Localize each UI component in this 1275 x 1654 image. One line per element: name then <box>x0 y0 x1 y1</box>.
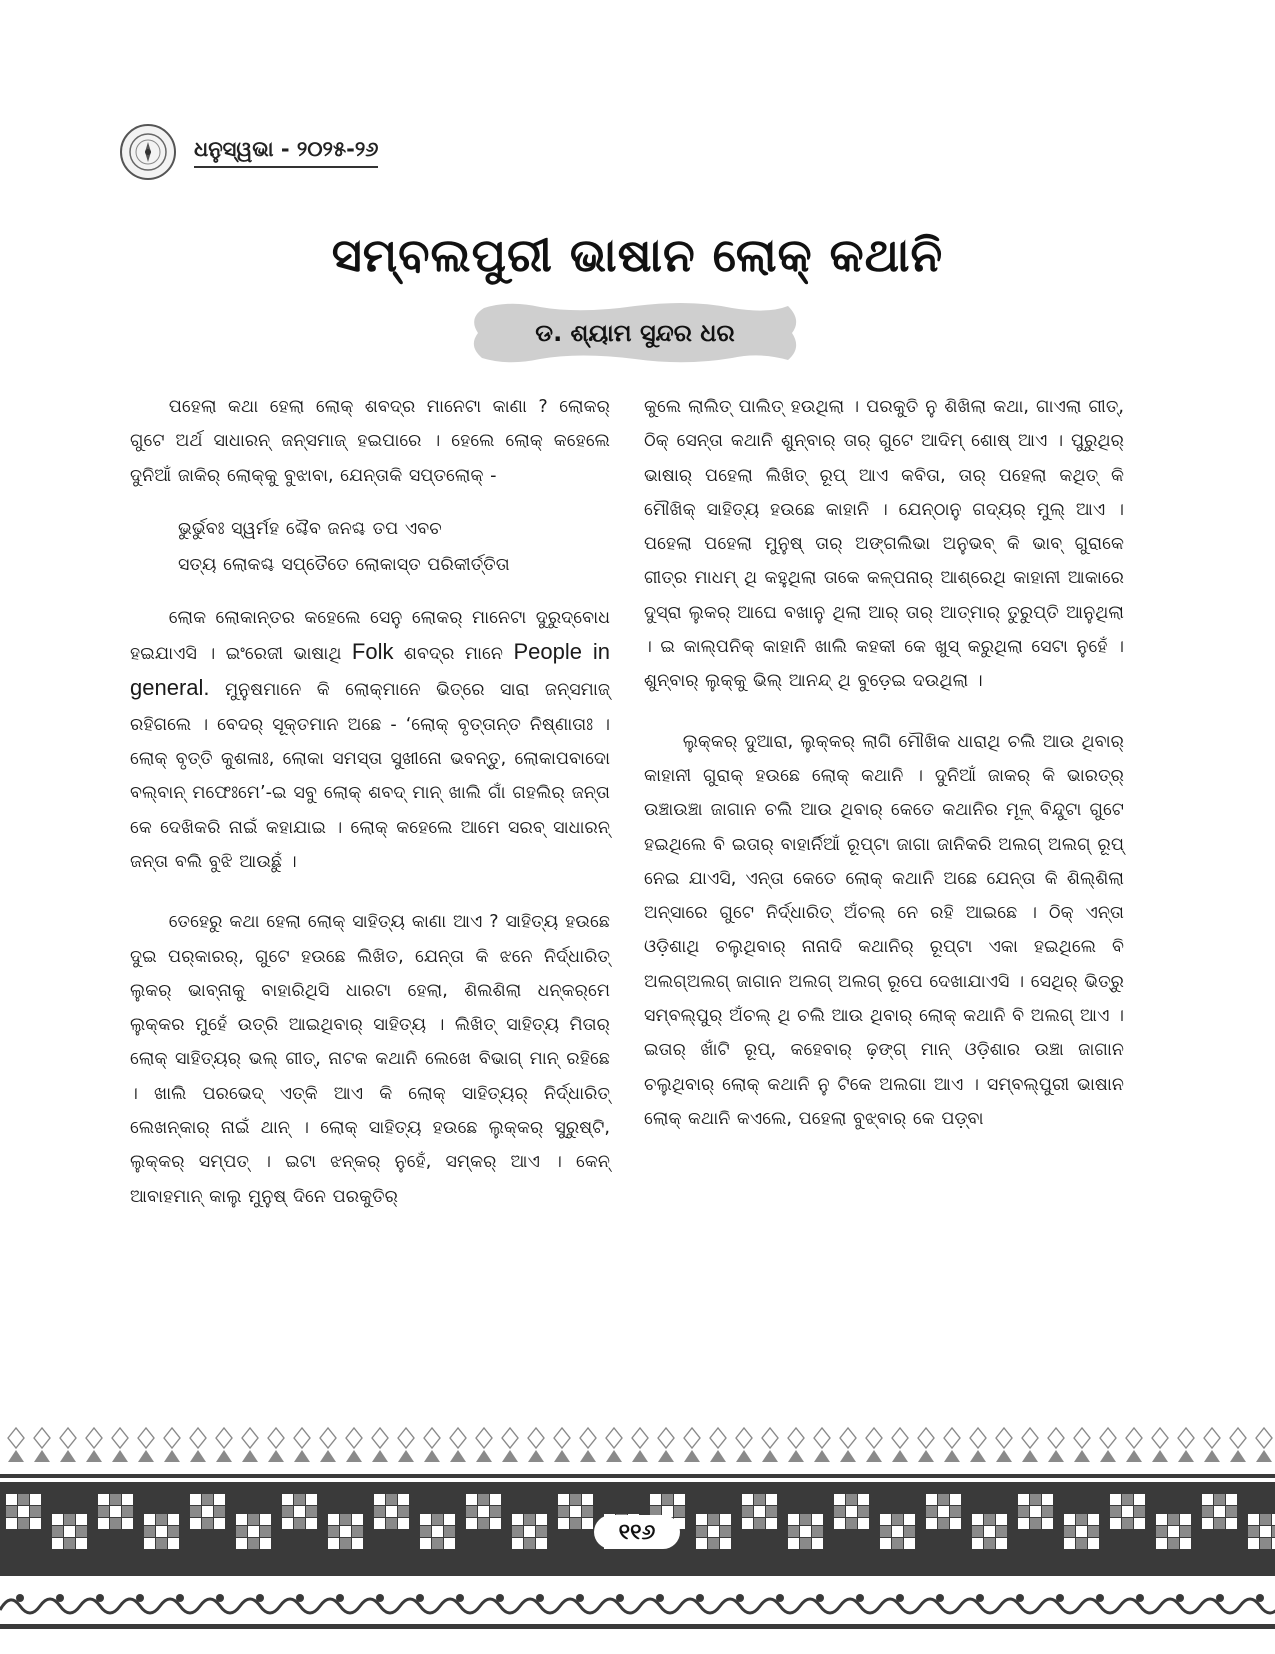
verse-line: ସତ୍ୟ ଲୋକଶ୍ଚ ସପ୍ତୈତେ ଲୋକାସ୍ତ ପରିକୀର୍ତ୍ତିତା <box>178 554 510 575</box>
checker-tile <box>1202 1494 1237 1529</box>
checker-tile <box>98 1494 133 1529</box>
running-title: ଧନୁସ୍ୱଭା - ୨୦୨୫-୨୬ <box>194 137 378 168</box>
author-banner <box>470 300 800 366</box>
left-column <box>130 390 610 1214</box>
checker-tile <box>144 1514 179 1549</box>
checker-tile <box>880 1514 915 1549</box>
checker-tile <box>512 1514 547 1549</box>
checker-tile <box>558 1494 593 1529</box>
checker-tile <box>834 1494 869 1529</box>
checker-tile <box>696 1514 731 1549</box>
checker-tile <box>52 1514 87 1549</box>
checker-tile <box>1156 1514 1191 1549</box>
paragraph-text: ଲୋକ ଲୋକାନ୍ତର କହେଲେ ସେନୁ ଲୋକର୍ ମାନେଟା ଦୁରୁଦ୍‌ବୋଧ ହଇଯାଏସି । ଇଂରେଜୀ ଭାଷାଥି <box>130 607 610 665</box>
paragraph: ଲୁକ୍‌କର୍ ଦୁଆରା, ଲୁକ୍‌କର୍ ଲାଗି ମୌଖିକ ଧାରାଥି ଚଲି ଆଉ ଥିବାର୍ କାହାନୀ ଗୁରାକ୍ ହଉଛେ ଲୋକ୍ କଥାନି । ଦୁନିଆଁ ଜାକର୍ କି ଭାରତ୍‌ର୍ ଉଞ୍ଚାଉଞ୍ଚା ଜାଗାନ ଚଲି ଆଉ ଥିବାର୍ କେତେ କଥାନିର ମୂଳ୍ ବିନ୍ଦୁଟା ଗୁଟେ ହଇଥିଲେ ବି ଇତାର୍ ବାହାର୍ନିଆଁ ରୂପ୍‌ଟା ଜାଗା ଜାନିକରି ଅଲଗ୍ ଅଲଗ୍ ରୂପ୍ ନେଇ ଯାଏସି, ଏନ୍ତା କେତେ ଲୋକ୍ କଥାନି ଅଛେ ଯେନ୍ତା କି ଶିଲ୍‌ଶିଲା ଅନ୍‌ସାରେ ଗୁଟେ ନିର୍ଦ୍ଧାରିତ୍ ଅଁଚଲ୍ ନେ ରହି ଆଇଛେ । ଠିକ୍ ଏନ୍ତା ଓଡ଼ିଶାଥି ଚଲୁଥିବାର୍ ନାନାଦି କଥାନିର୍ ରୂପ୍‌ଟା ଏକା ହଇଥିଲେ ବି ଅଲଗ୍‌ଅଲଗ୍ ଜାଗାନ ଅଲଗ୍ ଅଲଗ୍ ରୂପେ ଦେଖାଯାଏସି । ସେଥିର୍ ଭିତ୍ରୁ ସମ୍ବଲ୍‌ପୁର୍ ଅଁଚଲ୍ ଥି ଚଲି ଆଉ ଥିବାର୍ ଲୋକ୍ କଥାନି ବି ଅଲଗ୍ ଆଏ । ଇତାର୍ ଖାଁଟି ରୂପ୍, କହେବାର୍ ଢ଼ଙ୍ଗ୍ ମାନ୍ ଓଡ଼ିଶାର ଉଞ୍ଚା ଜାଗାନ ଚଲୁଥିବାର୍ ଲୋକ୍ କଥାନି ନୁ ଟିକେ ଅଲଗା ଆଏ । ସମ୍ବଲ୍‌ପୁରୀ ଭାଷାନ ଲୋକ୍ କଥାନି କଏଲେ, ପହେଲା ବୁଝ୍‌ବାର୍ କେ ପଡ଼୍‌ବା <box>644 731 1124 1129</box>
checker-tile <box>420 1514 455 1549</box>
article-title: ସମ୍ବଲପୁରୀ ଭାଷାନ ଲୋକ୍ କଥାନି <box>331 228 944 282</box>
checker-tile <box>742 1494 777 1529</box>
paragraph <box>130 601 610 879</box>
checker-tile <box>1248 1514 1275 1549</box>
checker-tile <box>190 1494 225 1529</box>
checker-tile <box>788 1514 823 1549</box>
paragraph-text: ମୁନୁଷମାନେ କି ଲୋକ୍‌ମାନେ ଭିତ୍ରେ ସାରା ଜନ୍‌ସମାଜ୍ ରହିଗଲେ । ବେଦର୍ ସୂକ୍ତମାନ ଅଛେ - ‘ଲୋକ୍ ବୃତ୍ତାନ୍ତ ନିଷ୍ଣାତାଃ । ଲୋକ୍ ବୃତ୍ତି କୁଶଳାଃ, ଲୋକା ସମସ୍ତା ସୁଖୀନୋ ଭବନ୍ତୁ, ଲୋକାପବାଦୋ ବଲ୍‌ବାନ୍ ମଫେଃମେ’-ଇ ସବୁ ଲୋକ୍ ଶବଦ୍ ମାନ୍ ଖାଲି ଗାଁ ଗହଲିର୍ ଜନ୍ତା କେ ଦେଖିକରି ନାଇଁ କହାଯାଇ । ଲୋକ୍ କହେଲେ ଆମେ ସରବ୍ ସାଧାରନ୍ ଜନ୍ତା ବଲି ବୁଝି ଆଉଛୁଁ । <box>130 680 611 872</box>
english-term: People in general. <box>130 639 611 701</box>
checker-tile <box>6 1494 41 1529</box>
page-header <box>120 122 378 182</box>
checker-tile <box>236 1514 271 1549</box>
verse-line: ଭୁର୍ଭୁବଃ ସ୍ୱର୍ମହ ଶ୍ଚୈବ ଜନଶ୍ଚ ତପ ଏବଚ <box>178 518 442 539</box>
checker-tile <box>374 1494 409 1529</box>
english-term: Folk <box>351 639 394 665</box>
checker-tile <box>972 1514 1007 1549</box>
checker-tile <box>926 1494 961 1529</box>
paragraph: ତେହେରୁ କଥା ହେଲା ଲୋକ୍ ସାହିତ୍ୟ କାଣା ଆଏ ? ସାହିତ୍ୟ ହଉଛେ ଦୁଇ ପର୍‌କାରର୍, ଗୁଟେ ହଉଛେ ଲିଖିତ, ଯେନ୍ତା କି ଝନେ ନିର୍ଦ୍ଧାରିତ୍ ଲୁକର୍ ଭାବ୍‌ନାକୁ ବାହାରିଥିସି ଧାରଟା ହେଲା, ଶିଲଶିଲା ଧନ୍‌କର୍‌ମେ ଲୁକ୍‌କର ମୁହେଁ ଉତ୍ରି ଆଇଥିବାର୍ ସାହିତ୍ୟ । ଲିଖିତ୍ ସାହିତ୍ୟ ମିତାର୍ ଲୋକ୍ ସାହିତ୍ୟର୍ ଭଲ୍ ଗୀତ୍, ନାଟକ କଥାନି ଲେଖେ ବିଭାଗ୍ ମାନ୍ ରହିଛେ । ଖାଲି ପରଭେଦ୍ ଏତ୍‌କି ଆଏ କି ଲୋକ୍ ସାହିତ୍ୟର୍ ନିର୍ଦ୍ଧାରିତ୍ ଲେଖନ୍‌କାର୍ ନାଇଁ ଥାନ୍ । ଲୋକ୍ ସାହିତ୍ୟ ହଉଛେ ଲୁକ୍‌କର୍ ସୁରୁଷ୍ଟି, ଲୁକ୍‌କର୍ ସମ୍ପତ୍ । ଇଟା ଝନ୍‌କର୍ ନୁହେଁ, ସମ୍‌କର୍ ଆଏ । କେନ୍ ଆବାହମାନ୍ କାଲୁ ମୁନୁଷ୍ ଦିନେ ପରକୁତିର୍ <box>130 912 610 1207</box>
paragraph-text: ଶବଦ୍‌ର ମାନେ <box>403 644 503 665</box>
checker-tile <box>328 1514 363 1549</box>
paragraph: ପହେଲା କଥା ହେଲା ଲୋକ୍ ଶବଦ୍‌ର ମାନେଟା କାଣା ? ଲୋକର୍ ଗୁଟେ ଅର୍ଥ ସାଧାରନ୍ ଜନ୍‌ସମାଜ୍ ହଇପାରେ । ହେଲେ ଲୋକ୍ କହେଲେ ଦୁନିଆଁ ଜାକିର୍ ଲୋକ୍‌କୁ ବୁଝାବା, ଯେନ୍ତାକି ସପ୍ତଲୋକ୍ - <box>130 397 610 486</box>
seal-icon <box>120 124 176 180</box>
paragraph: କୁଲେ ଲାଲିତ୍ ପାଲିତ୍ ହଉଥିଲା । ପରକୁତି ନୁ ଶିଖିଲା କଥା, ଗାଏଲା ଗୀତ୍, ଠିକ୍ ସେନ୍ତା କଥାନି ଶୁନ୍‌ବାର୍ ତାର୍ ଗୁଟେ ଆଦିମ୍ ଶୋଷ୍ ଆଏ । ପୁରୁଥିର୍ ଭାଷାର୍ ପହେଲା ଲିଖିତ୍ ରୂପ୍ ଆଏ କବିତା, ତାର୍ ପହେଲା କଥିତ୍ କି ମୌଖିକ୍ ସାହିତ୍ୟ ହଉଛେ କାହାନି । ଯେନ୍‌ଠାନୁ ଗଦ୍ୟର୍ ମୁଲ୍ ଆଏ । ପହେଲା ପହେଲା ମୁନୁଷ୍ ତାର୍ ଅଙ୍ଗଲିଭା ଅନୁଭବ୍ କି ଭାବ୍ ଗୁରାକେ ଗୀତ୍‌ର ମାଧମ୍ ଥି କହୁଥିଲା ତାକେ କଳ୍ପନାର୍ ଆଶ୍ରେଥି କାହାନୀ ଆକାରେ ଦୁସ୍‌ରା ଲୁକର୍ ଆଘେ ବଖାନୁ ଥିଲା ଆର୍ ତାର୍ ଆତ୍‌ମାର୍ ତୁରୁପ୍ତି ଆନୁଥିଲା । ଇ କାଲ୍‌ପନିକ୍ କାହାନି ଖାଲି କହକୀ କେ ଖୁସ୍ କରୁଥିଲା ସେଟା ନୁହେଁ । ଶୁନ୍‌ବାର୍ ଲୁକ୍‌କୁ ଭିଲ୍ ଆନନ୍ଦ୍ ଥି ବୁଡ଼େଇ ଦଉଥିଲା । <box>644 397 1124 692</box>
verse <box>130 511 610 583</box>
checker-tile <box>466 1494 501 1529</box>
checker-tile <box>1018 1494 1053 1529</box>
checker-tile <box>1110 1494 1145 1529</box>
right-column <box>644 390 1124 1136</box>
author-name: ଡ. ଶ୍ୟାମ ସୁନ୍ଦର ଧର <box>535 319 735 347</box>
page-number: ୧୧୬ <box>594 1515 680 1549</box>
checker-tile <box>1064 1514 1099 1549</box>
checker-tile <box>282 1494 317 1529</box>
